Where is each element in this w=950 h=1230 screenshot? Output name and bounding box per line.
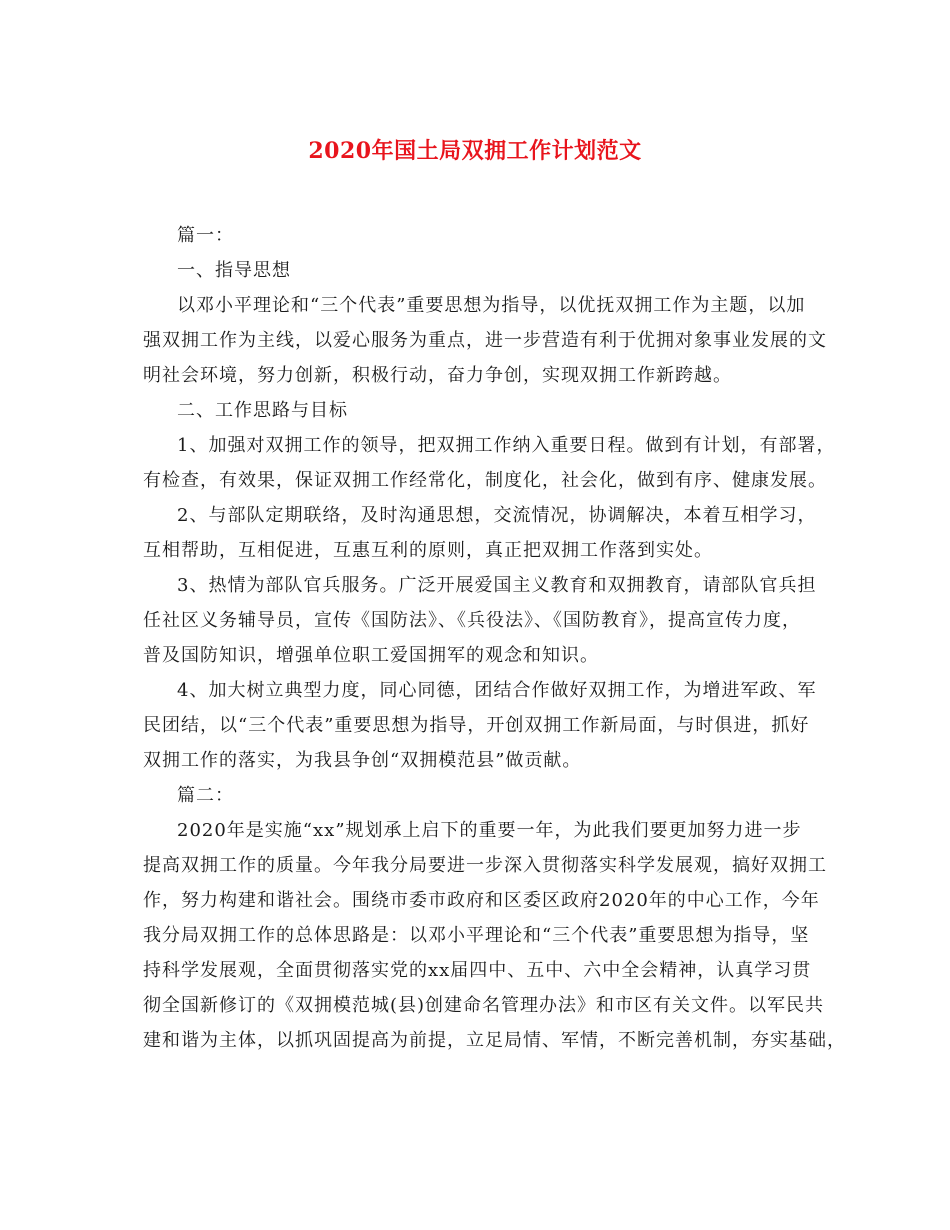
text-line: 4、加大树立典型力度，同心同德，团结合作做好双拥工作，为增进军政、军 <box>177 680 817 701</box>
text-line: 3、热情为部队官兵服务。广泛开展爱国主义教育和双拥教育，请部队官兵担 <box>177 575 817 596</box>
text-line: 我分局双拥工作的总体思路是：以邓小平理论和“三个代表”重要思想为指导，坚 <box>143 925 810 946</box>
text-line: 彻全国新修订的《双拥模范城(县)创建命名管理办法》和市区有关文件。以军民共 <box>143 995 825 1016</box>
text-line: 2、与部队定期联络，及时沟通思想，交流情况，协调解决，本着互相学习， <box>177 505 817 526</box>
text-line: 明社会环境，努力创新，积极行动，奋力争创，实现双拥工作新跨越。 <box>143 365 732 386</box>
text-line: 作，努力构建和谐社会。围绕市委市政府和区委区政府2020年的中心工作，今年 <box>143 890 820 911</box>
text-line: 互相帮助，互相促进，互惠互利的原则，真正把双拥工作落到实处。 <box>143 540 713 561</box>
text-line: 双拥工作的落实，为我县争创“双拥模范县”做贡献。 <box>143 750 582 771</box>
text-line: 篇二： <box>177 785 234 806</box>
text-line: 以邓小平理论和“三个代表”重要思想为指导，以优抚双拥工作为主题，以加 <box>177 295 806 316</box>
text-line: 有检查，有效果，保证双拥工作经常化，制度化，社会化，做到有序、健康发展。 <box>143 470 827 491</box>
text-line: 普及国防知识，增强单位职工爱国拥军的观念和知识。 <box>143 645 599 666</box>
document-title: 2020年国土局双拥工作计划范文 <box>308 138 642 164</box>
text-line: 民团结，以“三个代表”重要思想为指导，开创双拥工作新局面，与时俱进，抓好 <box>143 715 810 736</box>
text-line: 持科学发展观，全面贯彻落实党的xx届四中、五中、六中全会精神，认真学习贯 <box>143 960 812 981</box>
text-line: 提高双拥工作的质量。今年我分局要进一步深入贯彻落实科学发展观，搞好双拥工 <box>143 855 827 876</box>
document-body <box>143 218 846 1058</box>
text-line: 建和谐为主体，以抓巩固提高为前提，立足局情、军情，不断完善机制，夯实基础， <box>143 1030 846 1051</box>
text-line: 强双拥工作为主线，以爱心服务为重点，进一步营造有利于优拥对象事业发展的文 <box>143 330 827 351</box>
text-line: 一、指导思想 <box>177 260 291 281</box>
text-line: 2020年是实施“xx”规划承上启下的重要一年，为此我们要更加努力进一步 <box>177 820 802 841</box>
text-line: 篇一： <box>177 225 234 246</box>
text-line: 二、工作思路与目标 <box>177 400 348 421</box>
text-line: 任社区义务辅导员，宣传《国防法》、《兵役法》、《国防教育》，提高宣传力度， <box>143 610 801 631</box>
text-line: 1、加强对双拥工作的领导，把双拥工作纳入重要日程。做到有计划，有部署， <box>177 435 836 456</box>
